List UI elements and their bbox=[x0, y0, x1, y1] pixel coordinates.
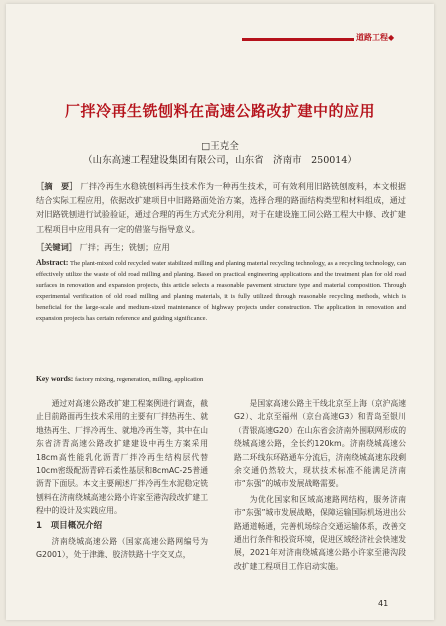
article-author: □王克全 bbox=[201, 141, 239, 152]
keywords-cn-text: 厂拌；再生；铣刨；应用 bbox=[79, 242, 170, 252]
article-title: 厂拌冷再生铣刨料在高速公路改扩建中的应用 bbox=[64, 102, 375, 120]
keywords-en-text: factory mixing, regeneration, milling, application bbox=[74, 376, 204, 383]
header-rule bbox=[242, 38, 354, 41]
abstract-cn-text: 厂拌冷再生水稳铣刨料再生技术作为一种再生技术，可有效利用旧路铣刨废料，本文根据结合实际工程应用，依据改扩建项目中旧路路面处治方案，选择合理的路面结构类型和材料组成，通过对旧路铣刨进行试验验证，通过合理的再生方式充分利用，对于在建设施工同公路工程大中修、改扩建工程项目中应用具有一定的借鉴与指导意义。 bbox=[36, 181, 406, 234]
keywords-en-label: Key words: bbox=[36, 374, 74, 383]
journal-section-label: 道路工程◆ bbox=[356, 33, 395, 42]
page-number: 41 bbox=[378, 599, 389, 608]
abstract-en-text: The plant-mixed cold recycled water stabilized milling and planing material recycling technology, as a recycling technology, can effectively utilize the waste of old road milling and planing. Based on practical engineering applications and the treatment plan for old road surfaces in renovation and expansion projects, this article selects a reasonable pavement structure type and material composition. Through experimental verification of old road milling and planing materials, it is fully utilized through reasonable recycling methods, which is beneficial for the large-scale and medium-sized maintenance of highway projects under construction. The application in renovation and expansion projects has certain reference and guiding significance. bbox=[36, 260, 406, 323]
keywords-cn-label: ［关键词］ bbox=[36, 242, 77, 252]
journal-page bbox=[6, 4, 434, 620]
section-heading: 1 项目概况介绍 bbox=[36, 520, 103, 531]
keywords-english bbox=[36, 373, 406, 385]
body-paragraph: 济南绕城高速公路（国家高速公路网编号为G2001），处于津潍、胶济铁路十字交叉点， bbox=[36, 537, 208, 560]
abstract-english bbox=[36, 257, 406, 325]
body-paragraph: 为优化国家和区域高速路网结构，服务济南市“东强”城市发展战略，保障运输国际机场进出公路通道畅通，完善机场综合交通运输体系，改善交通出行条件和投资环境，促进区域经济社会快速发展，2021年对济南绕城高速公路小许家至港沟段改扩建工程项目工作启动实施。 bbox=[234, 494, 406, 571]
article-affiliation: （山东高速工程建设集团有限公司，山东省 济南市 250014） bbox=[83, 155, 357, 166]
keywords-chinese bbox=[36, 241, 406, 253]
body-paragraph: 是国家高速公路主干线北京至上海（京沪高速G2）、北京至福州（京台高速G3）和青岛至银川（青银高速G20）在山东省会济南外围联网形成的绕城高速公路，全长约120km。济南绕城高速公路二环线东环路通车分流后，济南绕城高速东段剩余交通仍然较大，现状技术标准不能满足济南市“东强”的城市发展战略需要。 bbox=[234, 399, 406, 489]
body-column-right bbox=[234, 397, 406, 575]
abstract-chinese bbox=[36, 179, 406, 236]
abstract-cn-label: ［摘 要］ bbox=[36, 181, 78, 191]
abstract-en-label: Abstract: bbox=[36, 258, 69, 267]
body-column-left bbox=[36, 397, 208, 564]
body-paragraph: 通过对高速公路改扩建工程案例进行调查，截止目前路面再生技术采用的主要有厂拌热再生、就地热再生、厂拌冷再生、就地冷再生等，其中在山东省济青高速公路改扩建建设中再生方案采用18cm高性能乳化沥青厂拌冷再生结构层代替10cm密级配沥青碎石柔性基层和8cmAC-25普通沥青下面层。本文主要阐述厂拌冷再生水泥稳定铣刨料在济南绕城高速公路小许家至港沟段改扩建工程中的设计及实践应用。 bbox=[36, 399, 208, 516]
